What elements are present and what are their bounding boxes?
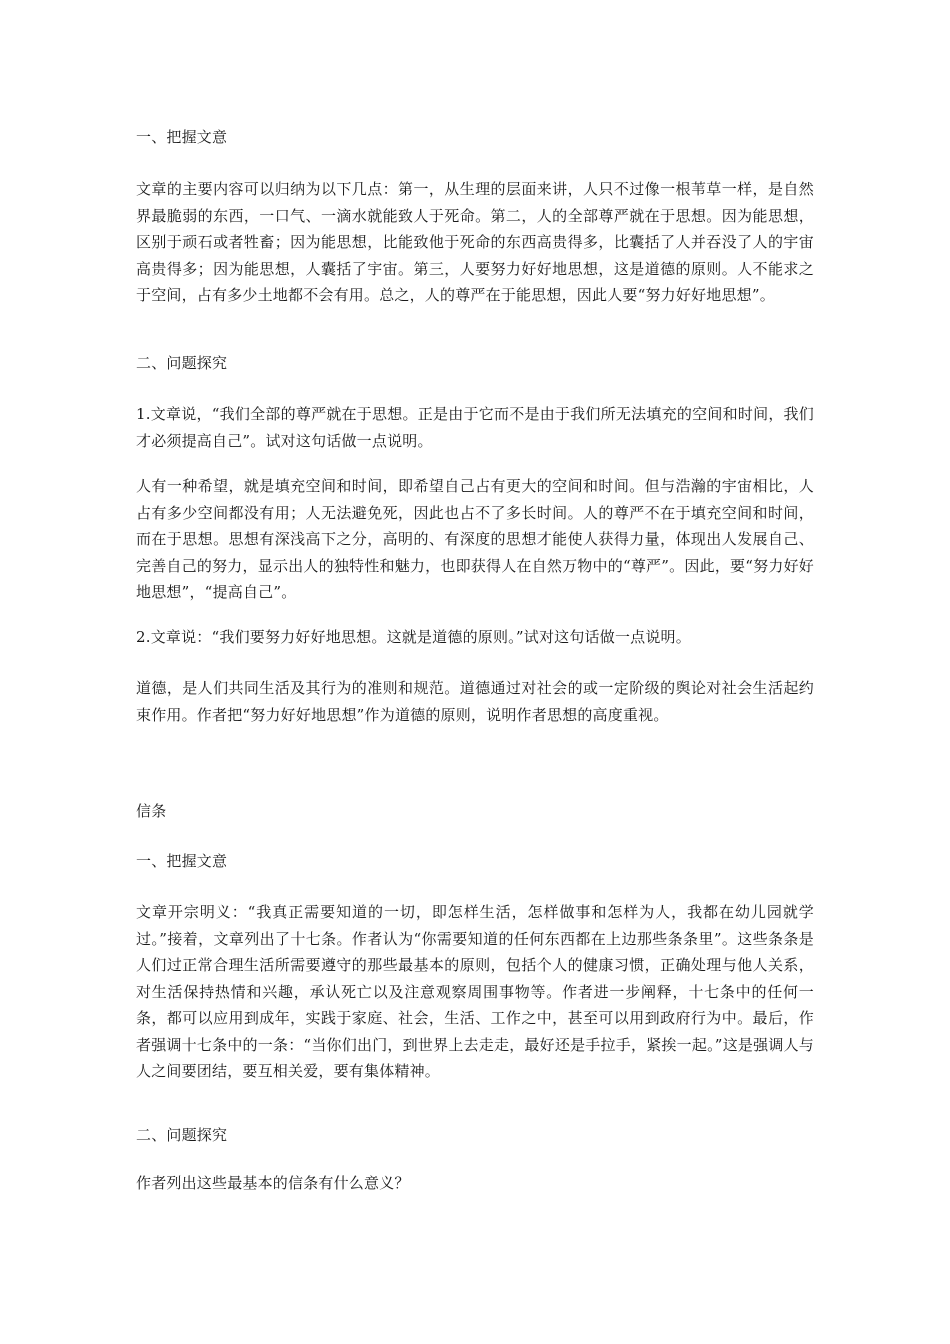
section1-heading-grasp-meaning: 一、把握文意 bbox=[136, 128, 228, 146]
section2-title: 信条 bbox=[136, 802, 167, 820]
section1-summary-paragraph: 文章的主要内容可以归纳为以下几点：第一，从生理的层面来讲，人只不过像一根苇草一样，是自然界最脆弱的东西，一口气、一滴水就能致人于死命。第二，人的全部尊严就在于思想。因为能思想，区别于顽石或者牲畜；因为能思想，比能致他于死命的东西高贵得多，比囊括了人并吞没了人的宇宙高贵得多；因为能思想，人囊括了宇宙。第三，人要努力好好地思想，这是道德的原则。人不能求之于空间，占有多少土地都不会有用。总之，人的尊严在于能思想，因此人要“努力好好地思想”。 bbox=[136, 180, 814, 304]
section2-heading-grasp-meaning: 一、把握文意 bbox=[136, 852, 228, 870]
section1-heading-inquiry: 二、问题探究 bbox=[136, 354, 228, 372]
section1-question-2: 2.文章说：“我们要努力好好地思想。这就是道德的原则。”试对这句话做一点说明。 bbox=[136, 628, 691, 646]
section1-answer-2: 道德，是人们共同生活及其行为的准则和规范。道德通过对社会的或一定阶级的舆论对社会生活起约束作用。作者把“努力好好地思想”作为道德的原则，说明作者思想的高度重视。 bbox=[136, 679, 814, 724]
section2-summary-paragraph: 文章开宗明义：“我真正需要知道的一切，即怎样生活，怎样做事和怎样为人，我都在幼儿园就学过。”接着，文章列出了十七条。作者认为“你需要知道的任何东西都在上边那些条条里”。这些条条是人们过正常合理生活所需要遵守的那些最基本的原则，包括个人的健康习惯，正确处理与他人关系，对生活保持热情和兴趣，承认死亡以及注意观察周围事物等。作者进一步阐释，十七条中的任何一条，都可以应用到成年，实践于家庭、社会，生活、工作之中，甚至可以用到政府行为中。最后，作者强调十七条中的一条：“当你们出门，到世界上去走走，最好还是手拉手，紧挨一起。”这是强调人与人之间要团结，要互相关爱，要有集体精神。 bbox=[136, 903, 814, 1080]
section1-answer-1: 人有一种希望，就是填充空间和时间，即希望自己占有更大的空间和时间。但与浩瀚的宇宙相比，人占有多少空间都没有用；人无法避免死，因此也占不了多长时间。人的尊严不在于填充空间和时间，而在于思想。思想有深浅高下之分，高明的、有深度的思想才能使人获得力量，体现出人发展自己、完善自己的努力，显示出人的独特性和魅力，也即获得人在自然万物中的“尊严”。因此，要“努力好好地思想”，“提高自己”。 bbox=[136, 477, 814, 601]
section2-question-1: 作者列出这些最基本的信条有什么意义？ bbox=[136, 1174, 410, 1192]
section2-heading-inquiry: 二、问题探究 bbox=[136, 1126, 228, 1144]
section1-question-1: 1.文章说，“我们全部的尊严就在于思想。正是由于它而不是由于我们所无法填充的空间和时间，我们才必须提高自己”。试对这句话做一点说明。 bbox=[136, 405, 814, 450]
